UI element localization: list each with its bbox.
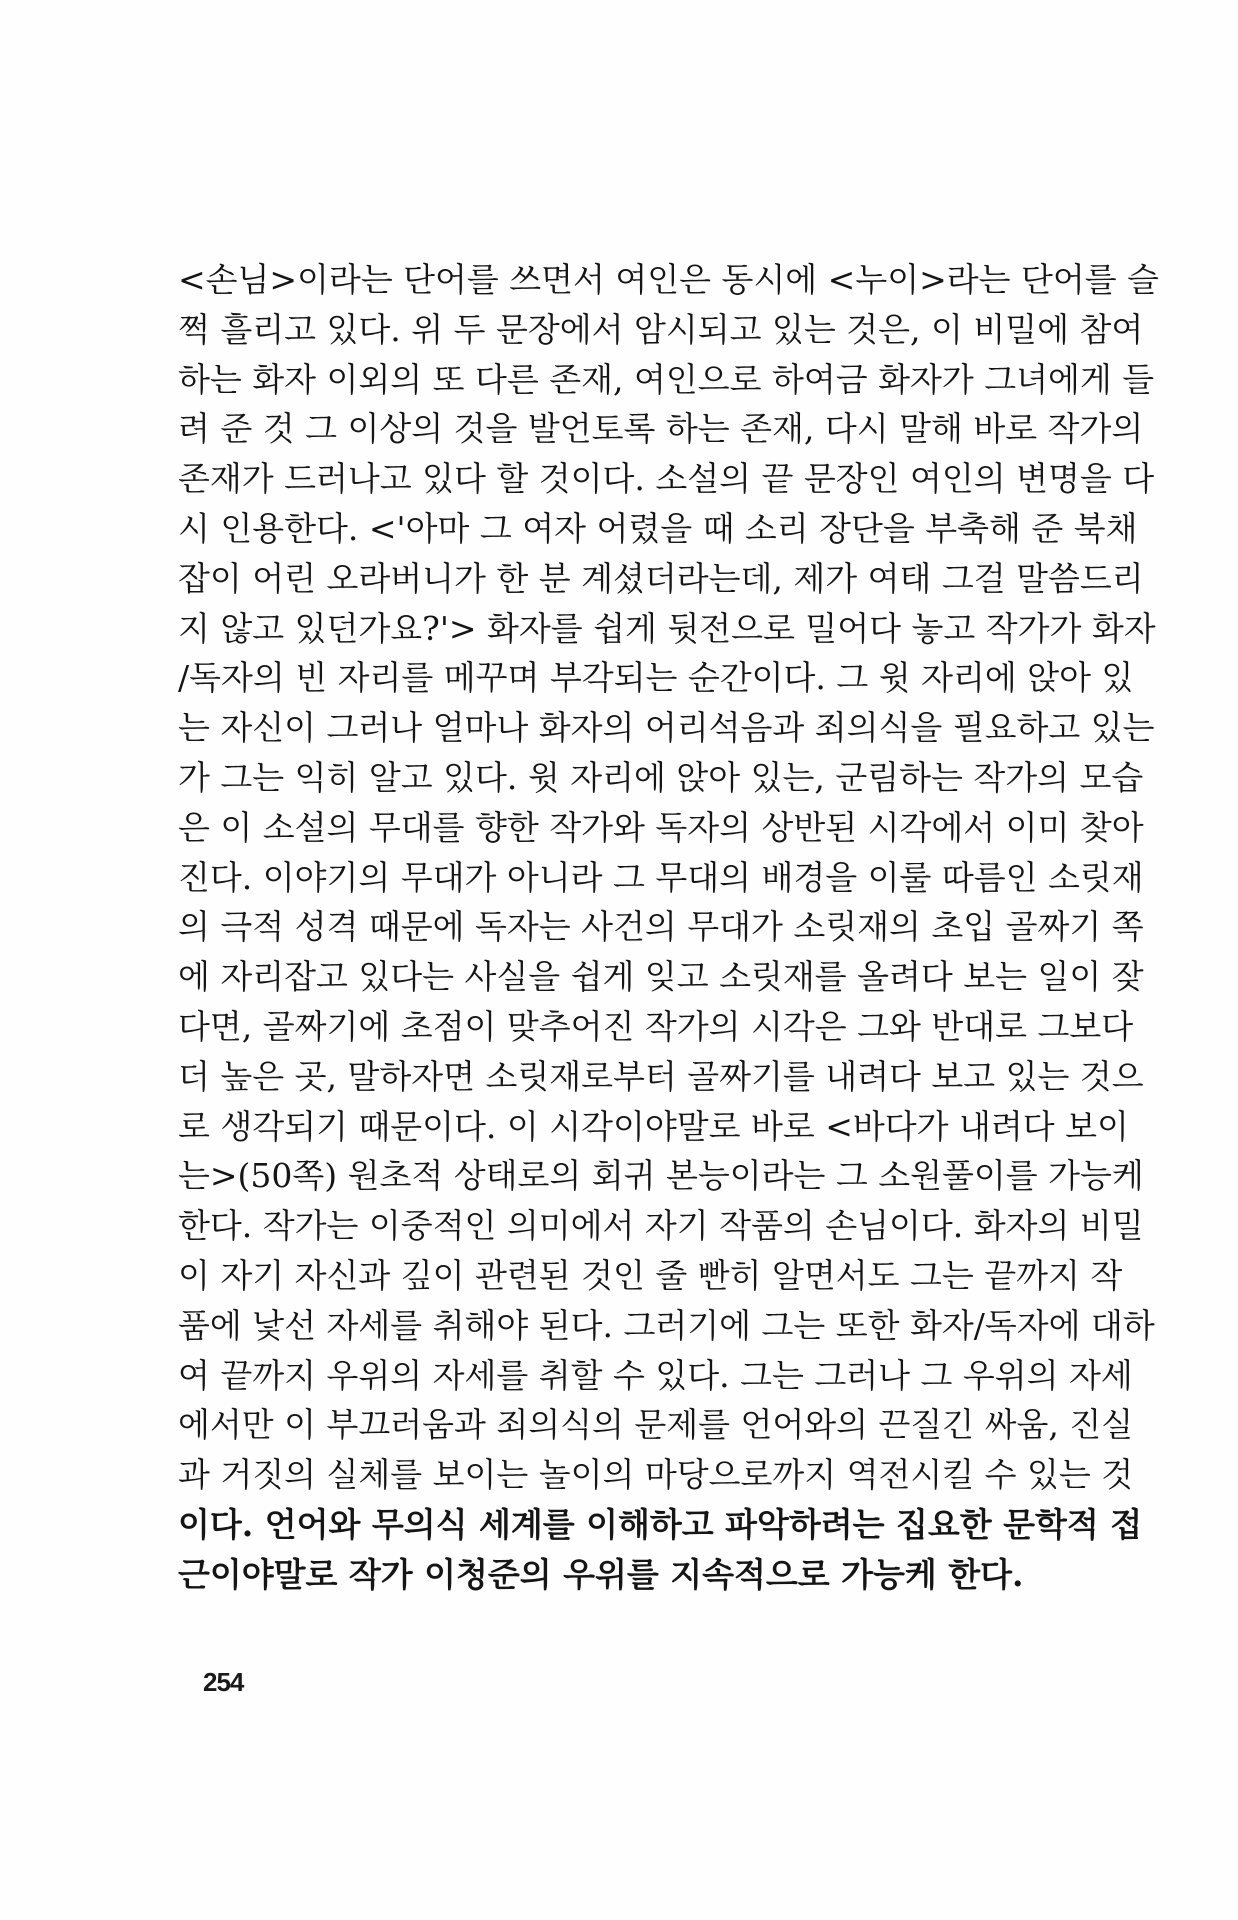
text-line: 지 않고 있던가요?'> 화자를 쉽게 뒷전으로 밀어다 놓고 작가가 화자 <box>178 608 1156 648</box>
text-line: 은 이 소설의 무대를 향한 작가와 독자의 상반된 시각에서 이미 찾아 <box>178 807 1144 847</box>
body-text <box>178 255 1159 1600</box>
text-line: 려 준 것 그 이상의 것을 발언토록 하는 존재, 다시 말해 바로 작가의 <box>178 409 1144 449</box>
text-line: 진다. 이야기의 무대가 아니라 그 무대의 배경을 이룰 따름인 소릿재 <box>178 857 1144 897</box>
text-line: 근이야말로 작가 이청준의 우위를 지속적으로 가능케 한다. <box>178 1554 1024 1594</box>
text-line: 하는 화자 이외의 또 다른 존재, 여인으로 하여금 화자가 그녀에게 들 <box>178 359 1155 399</box>
text-line: 여 끝까지 우위의 자세를 취할 수 있다. 그는 그러나 그 우위의 자세 <box>178 1355 1133 1395</box>
text-line: 로 생각되기 때문이다. 이 시각이야말로 바로 <바다가 내려다 보이 <box>178 1106 1129 1146</box>
text-line: 이 자기 자신과 깊이 관련된 것인 줄 빤히 알면서도 그는 끝까지 작 <box>178 1255 1123 1295</box>
text-line: <손님>이라는 단어를 쓰면서 여인은 동시에 <누이>라는 단어를 슬 <box>178 260 1159 299</box>
text-line: 는>(50쪽) 원초적 상태로의 회귀 본능이라는 그 소원풀이를 가능케 <box>178 1156 1144 1196</box>
page-number: 254 <box>203 1667 244 1697</box>
text-line: 다면, 골짜기에 초점이 맞추어진 작가의 시각은 그와 반대로 그보다 <box>178 1006 1134 1046</box>
text-line: 가 그는 익히 알고 있다. 윗 자리에 앉아 있는, 군림하는 작가의 모습 <box>178 757 1144 797</box>
text-line: /독자의 빈 자리를 메꾸며 부각되는 순간이다. 그 윗 자리에 앉아 있 <box>178 658 1134 698</box>
text-line: 한다. 작가는 이중적인 의미에서 자기 작품의 손님이다. 화자의 비밀 <box>178 1206 1144 1246</box>
text-line: 는 자신이 그러나 얼마나 화자의 어리석음과 죄의식을 필요하고 있는 <box>178 708 1155 748</box>
text-line: 이다. 언어와 무의식 세계를 이해하고 파악하려는 집요한 문학적 접 <box>178 1504 1143 1544</box>
text-line: 에서만 이 부끄러움과 죄의식의 문제를 언어와의 끈질긴 싸움, 진실 <box>178 1405 1134 1445</box>
text-line: 존재가 드러나고 있다 할 것이다. 소설의 끝 문장인 여인의 변명을 다 <box>178 459 1155 499</box>
text-line: 잡이 어린 오라버니가 한 분 계셨더라는데, 제가 여태 그걸 말씀드리 <box>178 558 1144 598</box>
text-line: 의 극적 성격 때문에 독자는 사건의 무대가 소릿재의 초입 골짜기 쪽 <box>178 907 1144 947</box>
text-line: 과 거짓의 실체를 보이는 놀이의 마당으로까지 역전시킬 수 있는 것 <box>178 1455 1134 1495</box>
text-line: 에 자리잡고 있다는 사실을 쉽게 잊고 소릿재를 올려다 보는 일이 잦 <box>178 957 1144 997</box>
text-line: 품에 낯선 자세를 취해야 된다. 그러기에 그는 또한 화자/독자에 대하 <box>178 1305 1155 1345</box>
text-line: 더 높은 곳, 말하자면 소릿재로부터 골짜기를 내려다 보고 있는 것으 <box>178 1056 1144 1096</box>
text-line: 쩍 흘리고 있다. 위 두 문장에서 암시되고 있는 것은, 이 비밀에 참여 <box>178 309 1144 349</box>
text-line: 시 인용한다. <'아마 그 여자 어렸을 때 소리 장단을 부축해 준 북채 <box>178 508 1138 548</box>
